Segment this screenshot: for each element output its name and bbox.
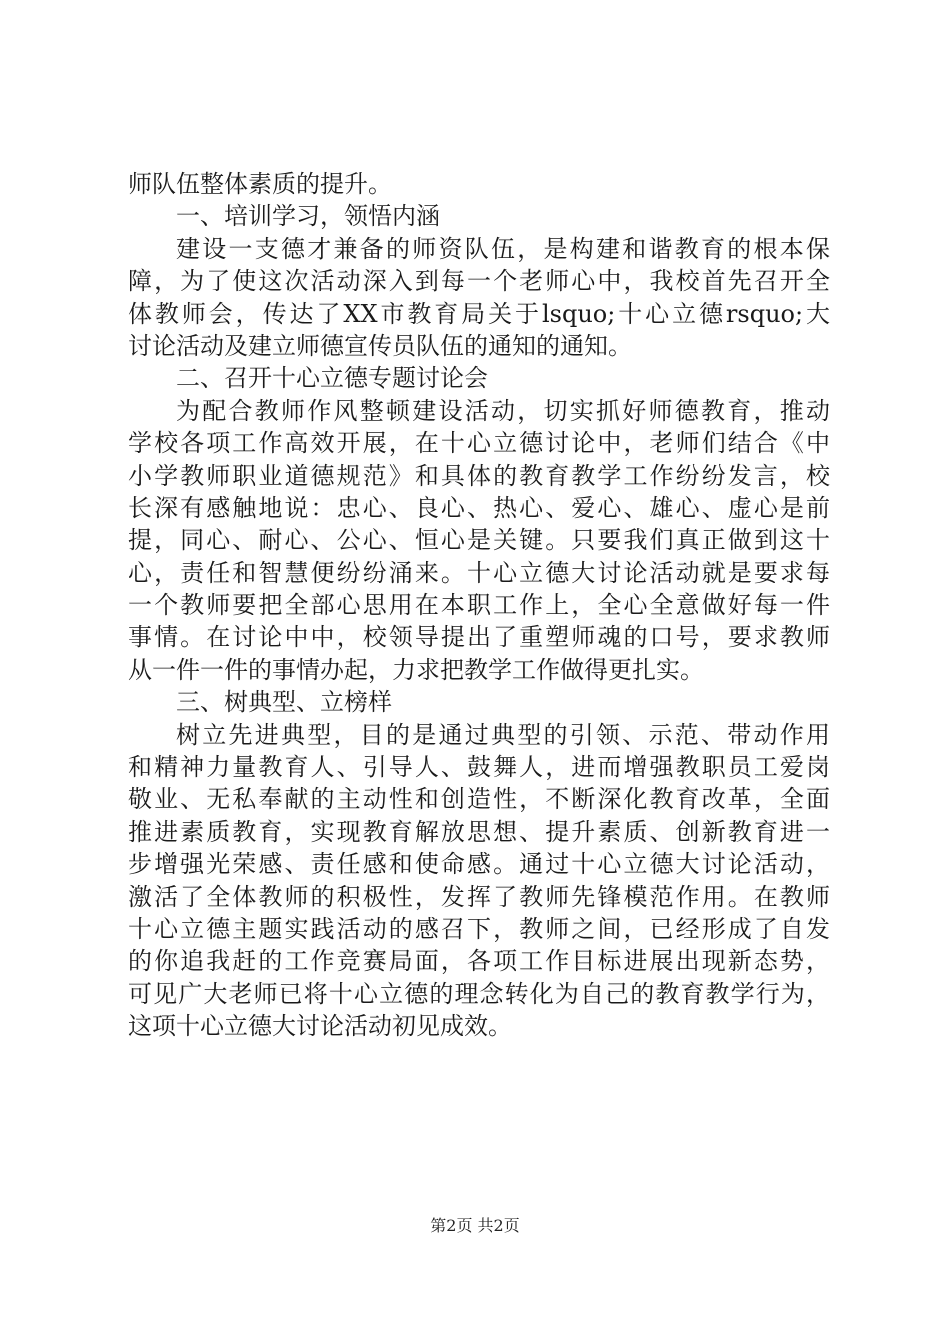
paragraph-line: 敬业、无私奉献的主动性和创造性，不断深化教育改革，全面 bbox=[128, 785, 830, 814]
paragraph-line: 学校各项工作高效开展，在十心立德讨论中，老师们结合《中 bbox=[128, 429, 830, 458]
paragraph-line: 树立先进典型，目的是通过典型的引领、示范、带动作用 bbox=[176, 720, 830, 749]
paragraph-line: 体教师会，传达了XX市教育局关于lsquo;十心立德rsquo;大 bbox=[128, 299, 830, 328]
paragraph-line: 障，为了使这次活动深入到每一个老师心中，我校首先召开全 bbox=[128, 267, 830, 296]
paragraph-line: 步增强光荣感、责任感和使命感。通过十心立德大讨论活动， bbox=[128, 850, 830, 879]
paragraph-line: 讨论活动及建立师德宣传员队伍的通知的通知。 bbox=[128, 331, 632, 360]
section-heading: 二、召开十心立德专题讨论会 bbox=[176, 364, 488, 393]
paragraph-line: 事情。在讨论中中，校领导提出了重塑师魂的口号，要求教师 bbox=[128, 623, 830, 652]
section-heading: 三、树典型、立榜样 bbox=[176, 688, 392, 717]
paragraph-line: 为配合教师作风整顿建设活动，切实抓好师德教育，推动 bbox=[176, 396, 830, 425]
paragraph-line: 这项十心立德大讨论活动初见成效。 bbox=[128, 1012, 512, 1041]
paragraph-line: 十心立德主题实践活动的感召下，教师之间，已经形成了自发 bbox=[128, 914, 830, 943]
paragraph-line: 激活了全体教师的积极性，发挥了教师先锋模范作用。在教师 bbox=[128, 882, 830, 911]
paragraph-line: 长深有感触地说：忠心、良心、热心、爱心、雄心、虚心是前 bbox=[128, 493, 830, 522]
paragraph-line: 的你追我赶的工作竞赛局面，各项工作目标进展出现新态势， bbox=[128, 947, 830, 976]
paragraph-line: 可见广大老师已将十心立德的理念转化为自己的教育教学行为， bbox=[128, 979, 830, 1008]
paragraph-line: 从一件一件的事情办起，力求把教学工作做得更扎实。 bbox=[128, 655, 704, 684]
paragraph-line: 小学教师职业道德规范》和具体的教育教学工作纷纷发言，校 bbox=[128, 461, 830, 490]
paragraph-line: 师队伍整体素质的提升。 bbox=[128, 170, 392, 198]
page-footer: 第2页 共2页 bbox=[430, 1216, 520, 1235]
paragraph-line: 建设一支德才兼备的师资队伍，是构建和谐教育的根本保 bbox=[176, 234, 830, 263]
paragraph-line: 一个教师要把全部心思用在本职工作上，全心全意做好每一件 bbox=[128, 591, 830, 620]
paragraph-line: 推进素质教育，实现教育解放思想、提升素质、创新教育进一 bbox=[128, 817, 830, 846]
paragraph-line: 和精神力量教育人、引导人、鼓舞人，进而增强教职员工爱岗 bbox=[128, 753, 830, 782]
section-heading: 一、培训学习，领悟内涵 bbox=[176, 202, 440, 231]
paragraph-line: 心，责任和智慧便纷纷涌来。十心立德大讨论活动就是要求每 bbox=[128, 558, 830, 587]
paragraph-line: 提，同心、耐心、公心、恒心是关键。只要我们真正做到这十 bbox=[128, 526, 830, 555]
document-body bbox=[128, 168, 830, 1043]
